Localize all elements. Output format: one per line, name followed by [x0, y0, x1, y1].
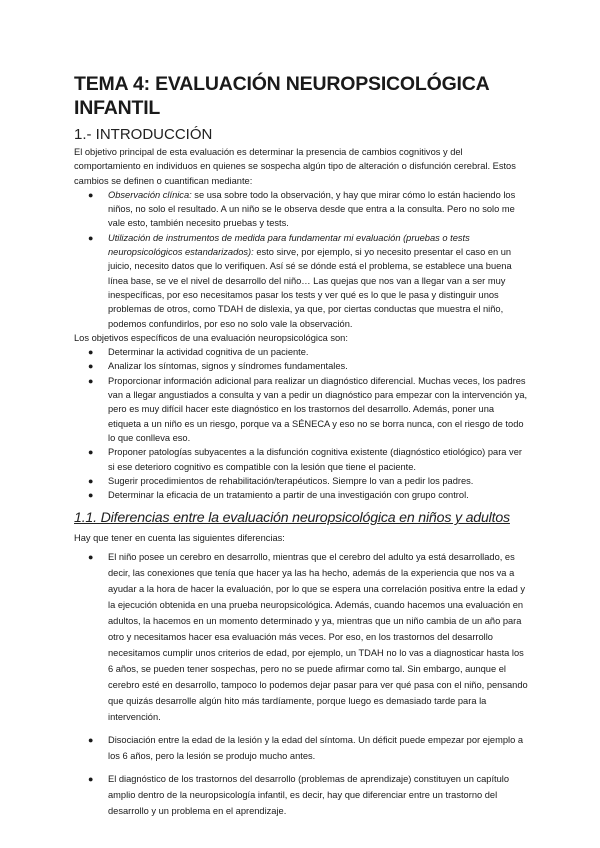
- list-item-text: Proponer patologías subyacentes a la disfunción cognitiva existente (diagnóstico etiológico) para ver si ese deterioro cognitivo es compatible con la lesión que tiene el paciente.: [108, 447, 522, 472]
- objectives-intro: Los objetivos específicos de una evaluación neuropsicológica son:: [74, 332, 348, 343]
- list-item: [88, 732, 528, 764]
- list-item-text: Analizar los síntomas, signos y síndromes fundamentales.: [108, 361, 348, 372]
- list-item: [88, 359, 528, 373]
- bullet-icon: ●: [88, 189, 94, 200]
- bullet-icon: ●: [88, 773, 94, 784]
- list-item: [88, 488, 528, 502]
- title-line-2: INFANTIL: [74, 97, 161, 119]
- differences-list: [74, 549, 528, 819]
- list-item-lead: Observación clínica:: [108, 189, 192, 200]
- bullet-icon: ●: [88, 551, 94, 562]
- list-item-text: Proporcionar información adicional para realizar un diagnóstico diferencial. Muchas veces, los padres van a llegar angustiados a consulta y van a pedir un diagnóstico para empezar con la intervención ya, pero es muy difícil hacer este diagnóstico en los trastornos del desarrollo. Además, poner una etiqueta a un niño es un riesgo, porque va a SÉNECA y eso no se borra nunca, con el riesgo de todo lo que conlleva eso.: [108, 375, 528, 443]
- bullet-icon: ●: [88, 361, 94, 372]
- section-heading-diferencias: 1.1. Diferencias entre la evaluación neuropsicológica en niños y adultos: [74, 510, 510, 527]
- list-item-text: El niño posee un cerebro en desarrollo, mientras que el cerebro del adulto ya está desarrollado, es decir, las conexiones que tenía que hacer ya las ha hecho, además de la experiencia que nos va a ayudar a la hora de hacer la evaluación, por lo que se espera una correlación positiva entre la edad y la ejecución obtenida en una prueba neuropsicológica. Además, cuando hacemos una evaluación en adultos, la hacemos en un momento determinado y ya, mientras que un niño cambia de un año para otro y necesitamos hacer esa evaluación más veces. Por eso, en los trastornos del desarrollo necesitamos cumplir unos criterios de edad, por ejemplo, un TDAH no lo vas a diagnosticar hasta los 6 años, se pueden tener sospechas, pero no se puede afirmar como tal. Sin embargo, aunque el cerebro esté en desarrollo, tampoco lo podemos dejar pasar para ver qué pasa con el niño, pensando que quizás desarrolle algún hito más tardíamente, porque luego es demasiado tarde para la intervención.: [108, 551, 528, 722]
- list-item-lead: Utilización de instrumentos de medida para fundamentar mi evaluación (pruebas o tests neuropsicológicos estandarizados):: [108, 232, 470, 258]
- list-item-text: Sugerir procedimientos de rehabilitación/terapéuticos. Siempre lo van a pedir los padres.: [108, 475, 474, 486]
- list-item: [88, 374, 528, 445]
- bullet-icon: ●: [88, 447, 94, 458]
- intro-paragraph: El objetivo principal de esta evaluación es determinar la presencia de cambios cognitivos y del comportamiento en individuos en quienes se sospecha algún tipo de alteración o disfunción cerebral. Estos cambios se definen o cuantifican mediante:: [74, 147, 516, 186]
- list-item-text: se usa sobre todo la observación, y hay que mirar cómo lo están haciendo los niños, no solo el resultado. A un niño se le observa desde que entra a la consulta. Pero no solo me vale esto, también necesito pruebas y tests.: [108, 189, 516, 229]
- bullet-icon: ●: [88, 375, 94, 386]
- list-item-text: Determinar la eficacia de un tratamiento a partir de una investigación con grupo control.: [108, 490, 469, 501]
- list-item: [88, 231, 528, 331]
- list-item: [88, 549, 528, 725]
- list-item: [88, 771, 528, 819]
- bullet-icon: ●: [88, 490, 94, 501]
- list-item-text: Determinar la actividad cognitiva de un paciente.: [108, 347, 309, 358]
- section-heading-introduccion: 1.- INTRODUCCIÓN: [74, 126, 213, 143]
- differences-intro: Hay que tener en cuenta las siguientes diferencias:: [74, 533, 285, 544]
- bullet-icon: ●: [88, 475, 94, 486]
- document-title: [74, 72, 528, 120]
- objectives-list: [74, 345, 528, 502]
- list-item-text: esto sirve, por ejemplo, si yo necesito presentar el caso en un juicio, necesito datos que lo verifiquen. Así sé se dónde está el problema, se establece una buena línea base, se ve el nivel de desarrollo del niño… Las quejas que nos van a llegar van a ser muy inespecíficas, por eso necesitamos pasar los tests y ver qué es lo que le pasa y distinguir unos problemas de otros, como TDAH de dislexia, ya que, por ciertas conductas que muestra el niño, podemos confundirlos, por eso no solo vale la observación.: [108, 247, 512, 329]
- bullet-icon: ●: [88, 232, 94, 243]
- title-line-1: TEMA 4: EVALUACIÓN NEUROPSICOLÓGICA: [74, 73, 490, 95]
- list-item: [88, 345, 528, 359]
- list-item: [88, 188, 528, 231]
- measurement-methods-list: [74, 188, 528, 331]
- list-item: [88, 474, 528, 488]
- bullet-icon: ●: [88, 734, 94, 745]
- list-item-text: El diagnóstico de los trastornos del desarrollo (problemas de aprendizaje) constituyen un capítulo amplio dentro de la neuropsicología infantil, es decir, hay que diferenciar entre un trastorno del desarrollo y un problema en el aprendizaje.: [108, 773, 510, 816]
- list-item-text: Disociación entre la edad de la lesión y la edad del síntoma. Un déficit puede empezar por ejemplo a los 6 años, pero la lesión se produjo mucho antes.: [108, 734, 523, 761]
- list-item: [88, 445, 528, 474]
- bullet-icon: ●: [88, 347, 94, 358]
